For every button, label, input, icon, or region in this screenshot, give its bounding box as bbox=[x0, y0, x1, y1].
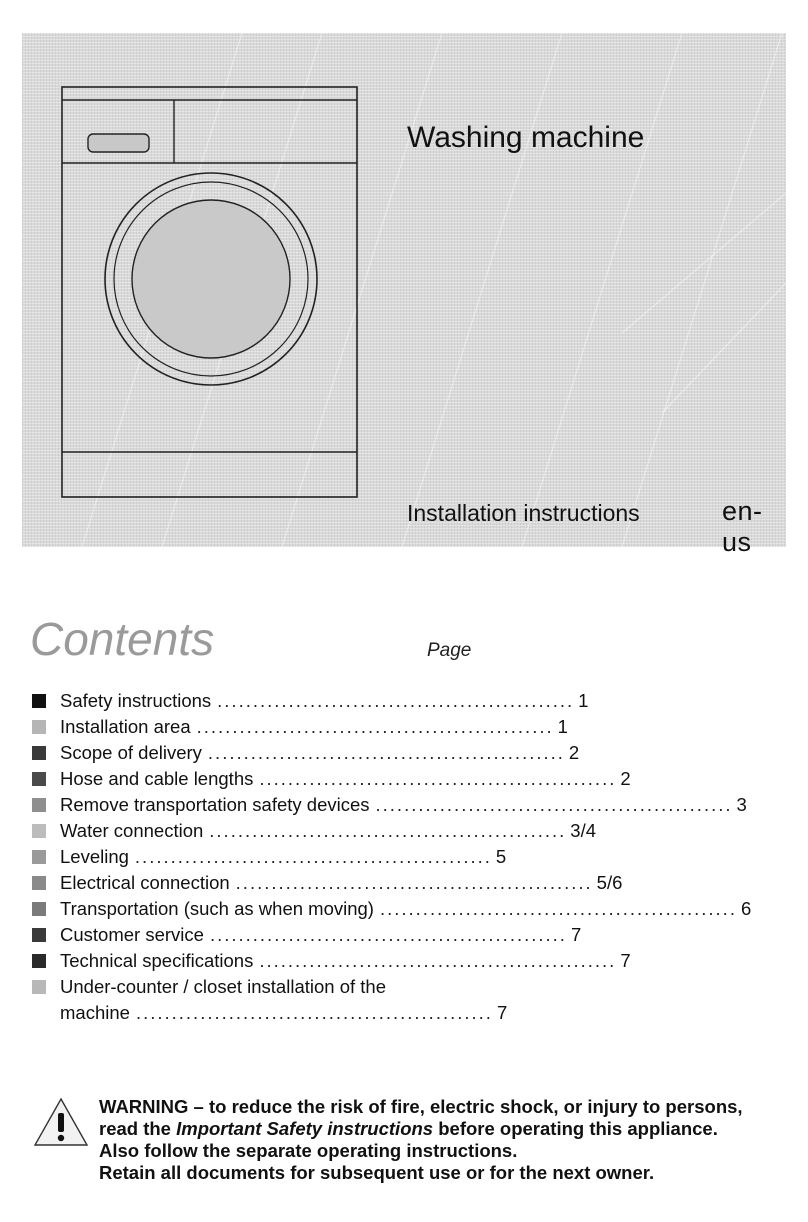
toc-item[interactable] bbox=[30, 792, 747, 818]
cover-title: Washing machine bbox=[407, 121, 645, 154]
toc-label: Under-counter / closet installation of the bbox=[60, 976, 386, 997]
toc-label: Installation area bbox=[60, 716, 191, 737]
toc-page-number: 5 bbox=[495, 846, 507, 867]
warning-line-2-suffix: before operating this appliance. bbox=[433, 1118, 718, 1139]
toc-leader-dots: .................................................. bbox=[135, 1002, 493, 1023]
square-bullet-icon bbox=[32, 746, 46, 760]
toc-leader-dots: .................................................. bbox=[375, 794, 733, 815]
toc-leader-dots: .................................................. bbox=[134, 846, 492, 867]
warning-line-2 bbox=[99, 1118, 799, 1140]
washing-machine-illustration bbox=[22, 33, 786, 547]
toc-page-number: 7 bbox=[570, 924, 582, 945]
toc-label: Electrical connection bbox=[60, 872, 230, 893]
table-of-contents bbox=[30, 688, 752, 1026]
toc-page-number: 3/4 bbox=[570, 820, 596, 841]
toc-label-continued: machine bbox=[60, 1002, 130, 1023]
warning-line-1: WARNING – to reduce the risk of fire, electric shock, or injury to persons, bbox=[99, 1096, 743, 1117]
square-bullet-icon bbox=[32, 694, 46, 708]
toc-item[interactable] bbox=[30, 974, 508, 1026]
washing-machine-icon bbox=[62, 87, 357, 497]
toc-leader-dots: .................................................. bbox=[259, 950, 617, 971]
toc-page-number: 7 bbox=[620, 950, 631, 971]
toc-item[interactable] bbox=[30, 844, 507, 870]
warning-line-2-prefix: read the bbox=[99, 1118, 177, 1139]
toc-item[interactable] bbox=[30, 948, 631, 974]
toc-item[interactable] bbox=[30, 870, 623, 896]
toc-page-number: 1 bbox=[578, 690, 589, 711]
toc-label: Hose and cable lengths bbox=[60, 768, 254, 789]
cover-panel bbox=[22, 33, 786, 557]
toc-leader-dots: .................................................. bbox=[207, 742, 565, 763]
square-bullet-icon bbox=[32, 772, 46, 786]
square-bullet-icon bbox=[32, 954, 46, 968]
toc-label: Water connection bbox=[60, 820, 204, 841]
toc-item[interactable] bbox=[30, 740, 580, 766]
toc-label: Leveling bbox=[60, 846, 129, 867]
toc-page-number: 6 bbox=[740, 898, 752, 919]
toc-item[interactable] bbox=[30, 922, 582, 948]
square-bullet-icon bbox=[32, 980, 46, 994]
toc-label: Safety instructions bbox=[60, 690, 212, 711]
warning-line-3: Also follow the separate operating instructions. bbox=[99, 1140, 518, 1161]
square-bullet-icon bbox=[32, 876, 46, 890]
warning-text bbox=[99, 1096, 799, 1184]
toc-item[interactable] bbox=[30, 896, 752, 922]
toc-item[interactable] bbox=[30, 818, 596, 844]
square-bullet-icon bbox=[32, 720, 46, 734]
toc-page-number: 2 bbox=[620, 768, 631, 789]
toc-label: Customer service bbox=[60, 924, 204, 945]
square-bullet-icon bbox=[32, 850, 46, 864]
toc-leader-dots: .................................................. bbox=[209, 924, 567, 945]
toc-page-number: 2 bbox=[568, 742, 580, 763]
square-bullet-icon bbox=[32, 928, 46, 942]
toc-leader-dots: .................................................. bbox=[235, 872, 593, 893]
toc-label: Transportation (such as when moving) bbox=[60, 898, 374, 919]
contents-heading: Contents bbox=[30, 613, 215, 665]
toc-page-number: 7 bbox=[496, 1002, 508, 1023]
page-column-label: Page bbox=[427, 640, 472, 661]
toc-item[interactable] bbox=[30, 688, 589, 714]
toc-label: Scope of delivery bbox=[60, 742, 202, 763]
language-code: en-us bbox=[722, 496, 763, 557]
toc-page-number: 1 bbox=[557, 716, 568, 737]
toc-item[interactable] bbox=[30, 766, 631, 792]
square-bullet-icon bbox=[32, 798, 46, 812]
warning-line-4: Retain all documents for subsequent use or for the next owner. bbox=[99, 1162, 655, 1183]
warning-emphasis: Important Safety instructions bbox=[176, 1118, 434, 1139]
toc-leader-dots: .................................................. bbox=[379, 898, 737, 919]
toc-leader-dots: .................................................. bbox=[209, 820, 567, 841]
toc-leader-dots: .................................................. bbox=[259, 768, 617, 789]
square-bullet-icon bbox=[32, 902, 46, 916]
toc-label: Technical specifications bbox=[60, 950, 254, 971]
cover-subtitle: Installation instructions bbox=[407, 500, 640, 526]
toc-leader-dots: .................................................. bbox=[217, 690, 575, 711]
toc-page-number: 3 bbox=[736, 794, 747, 815]
warning-triangle-icon bbox=[32, 1096, 90, 1148]
toc-label: Remove transportation safety devices bbox=[60, 794, 370, 815]
toc-item[interactable] bbox=[30, 714, 568, 740]
toc-leader-dots: .................................................. bbox=[196, 716, 554, 737]
toc-page-number: 5/6 bbox=[596, 872, 623, 893]
square-bullet-icon bbox=[32, 824, 46, 838]
